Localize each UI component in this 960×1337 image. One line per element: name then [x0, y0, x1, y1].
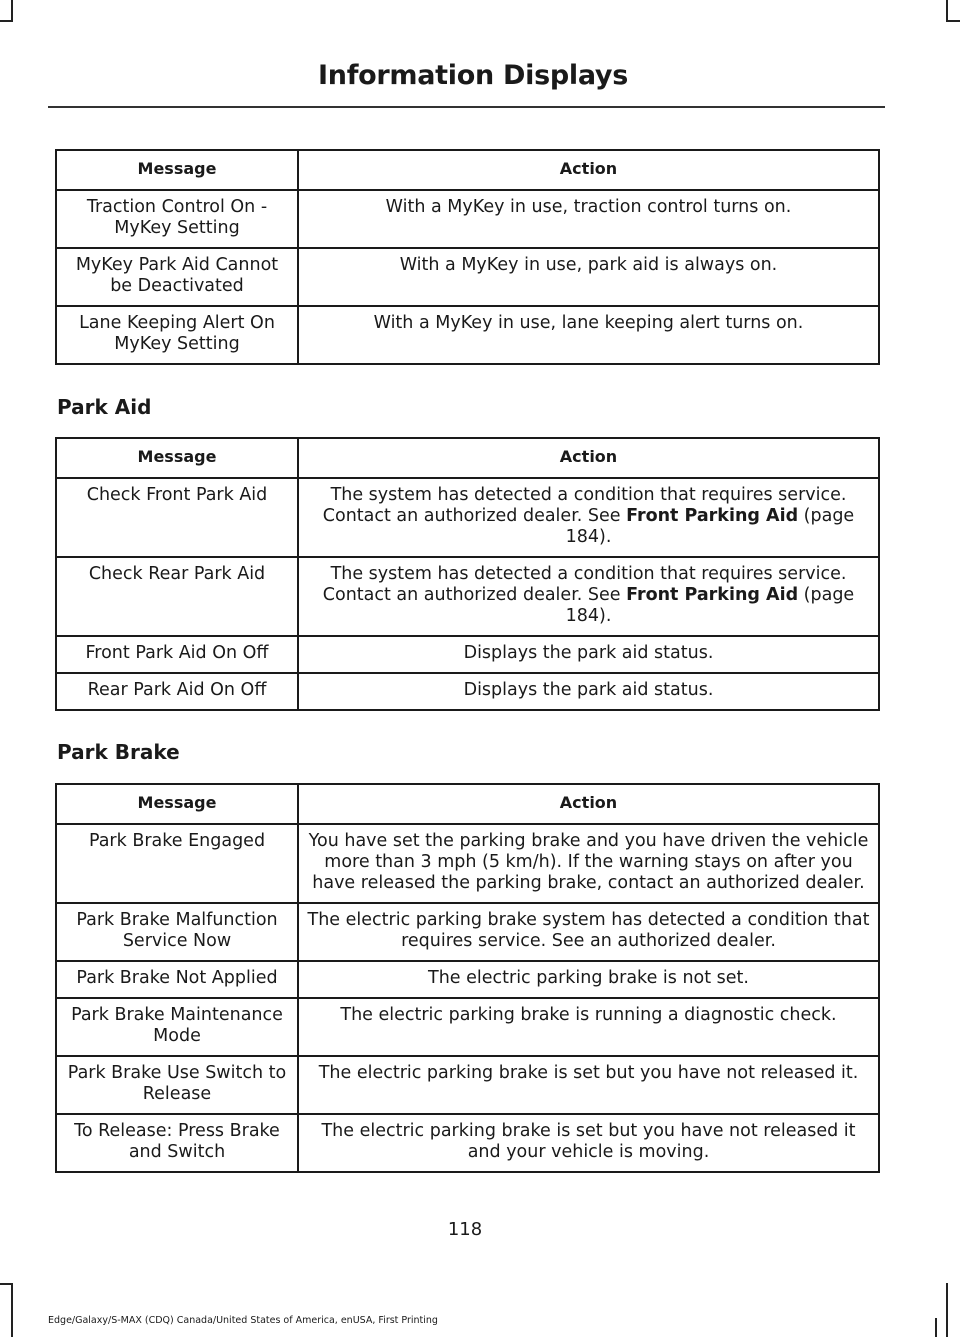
page-number: 118: [447, 1219, 483, 1240]
table-header-row: [56, 150, 879, 190]
cross-reference-link[interactable]: Front Parking Aid: [626, 585, 799, 605]
mykey-messages-table: [55, 149, 880, 365]
table-header-row: [56, 438, 879, 478]
message-cell: Lane Keeping Alert On MyKey Setting: [56, 306, 298, 364]
table-row: [56, 673, 879, 710]
column-header-message: Message: [56, 438, 298, 478]
crop-mark: [935, 1318, 937, 1337]
park-aid-table: [55, 437, 880, 711]
message-cell: MyKey Park Aid Cannot be Deactivated: [56, 248, 298, 306]
action-cell: The electric parking brake is set but you have not released it and your vehicle is moving.: [298, 1114, 879, 1172]
message-cell: Traction Control On - MyKey Setting: [56, 190, 298, 248]
crop-mark: [946, 20, 960, 22]
action-cell: The electric parking brake system has detected a condition that requires service. See an authorized dealer.: [298, 903, 879, 961]
crop-mark: [0, 20, 13, 22]
action-cell: With a MyKey in use, park aid is always on.: [298, 248, 879, 306]
action-cell: With a MyKey in use, traction control turns on.: [298, 190, 879, 248]
edition-footer: Edge/Galaxy/S-MAX (CDQ) Canada/United States of America, enUSA, First Printing: [48, 1315, 438, 1326]
action-text: The system has detected a condition that requires service. Contact an authorized dealer. See: [322, 485, 847, 526]
crop-mark: [11, 0, 13, 20]
action-cell: You have set the parking brake and you have driven the vehicle more than 3 mph (5 km/h). If the warning stays on after you have released the parking brake, contact an authorized dealer.: [298, 824, 879, 903]
message-cell: Check Rear Park Aid: [56, 557, 298, 636]
message-cell: Park Brake Maintenance Mode: [56, 998, 298, 1056]
message-cell: Rear Park Aid On Off: [56, 673, 298, 710]
section-title-park-aid: Park Aid: [57, 395, 152, 419]
action-cell: With a MyKey in use, lane keeping alert turns on.: [298, 306, 879, 364]
table-row: [56, 1114, 879, 1172]
action-cell: [298, 478, 879, 557]
column-header-action: Action: [298, 150, 879, 190]
message-cell: Park Brake Malfunction Service Now: [56, 903, 298, 961]
crop-mark: [946, 0, 948, 20]
crop-mark: [0, 1283, 13, 1285]
cross-reference-link[interactable]: Front Parking Aid: [626, 506, 799, 526]
page-reference: (page 184).: [565, 585, 855, 626]
message-cell: Check Front Park Aid: [56, 478, 298, 557]
table-row: [56, 478, 879, 557]
table-row: [56, 306, 879, 364]
table-row: [56, 248, 879, 306]
table-row: [56, 998, 879, 1056]
action-cell: The electric parking brake is not set.: [298, 961, 879, 998]
table-row: [56, 824, 879, 903]
table-row: [56, 903, 879, 961]
action-cell: The electric parking brake is running a diagnostic check.: [298, 998, 879, 1056]
page-reference: (page 184).: [565, 506, 855, 547]
table-header-row: [56, 784, 879, 824]
table-row: [56, 1056, 879, 1114]
action-cell: [298, 557, 879, 636]
crop-mark: [11, 1283, 13, 1337]
table-row: [56, 961, 879, 998]
column-header-action: Action: [298, 784, 879, 824]
message-cell: To Release: Press Brake and Switch: [56, 1114, 298, 1172]
section-title-park-brake: Park Brake: [57, 740, 180, 764]
table-row: [56, 190, 879, 248]
action-cell: Displays the park aid status.: [298, 636, 879, 673]
message-cell: Park Brake Engaged: [56, 824, 298, 903]
column-header-message: Message: [56, 784, 298, 824]
message-cell: Park Brake Use Switch to Release: [56, 1056, 298, 1114]
table-row: [56, 636, 879, 673]
page-title: Information Displays: [318, 60, 628, 91]
park-brake-table: [55, 783, 880, 1173]
column-header-message: Message: [56, 150, 298, 190]
message-cell: Park Brake Not Applied: [56, 961, 298, 998]
column-header-action: Action: [298, 438, 879, 478]
title-divider: [48, 106, 885, 108]
message-cell: Front Park Aid On Off: [56, 636, 298, 673]
table-row: [56, 557, 879, 636]
action-cell: The electric parking brake is set but you have not released it.: [298, 1056, 879, 1114]
action-text: The system has detected a condition that requires service. Contact an authorized dealer. See: [322, 564, 847, 605]
crop-mark: [946, 1283, 948, 1337]
action-cell: Displays the park aid status.: [298, 673, 879, 710]
